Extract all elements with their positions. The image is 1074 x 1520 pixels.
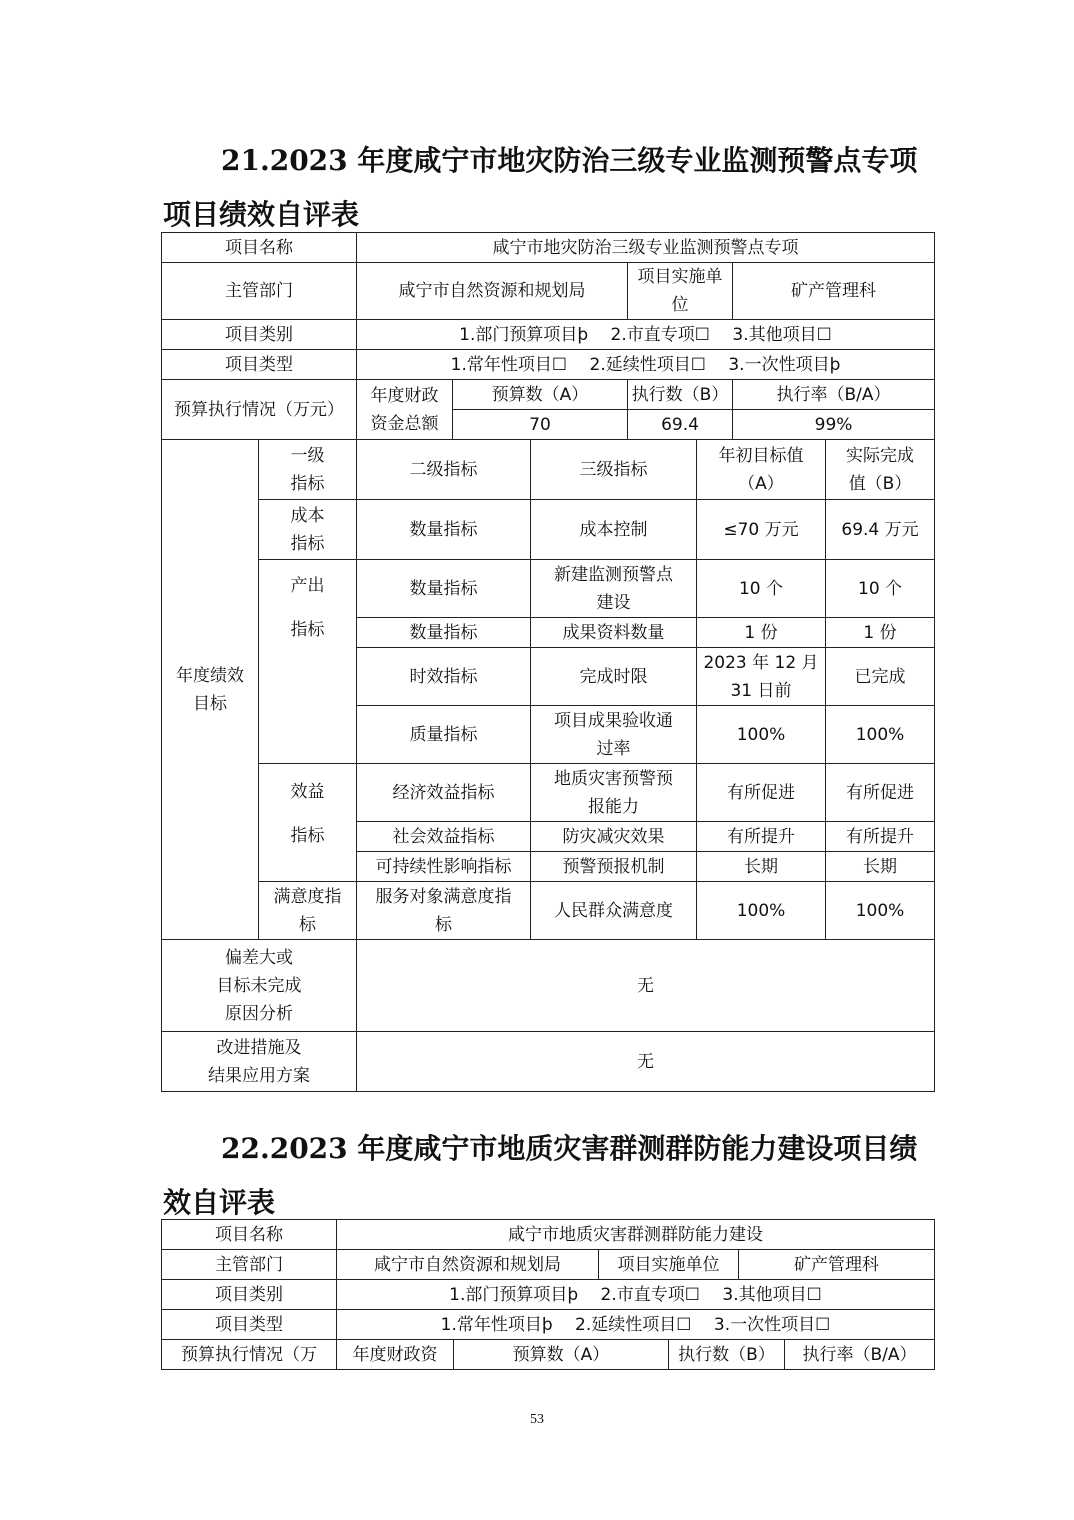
- exec-b-label: 执行数（B）: [628, 380, 733, 410]
- level2-cell: 数量指标: [357, 500, 531, 560]
- target-cell: 10 个: [697, 560, 826, 618]
- level3-cell: 完成时限: [531, 648, 697, 706]
- target-cell: ≤70 万元: [697, 500, 826, 560]
- improvement-label: 改进措施及 结果应用方案: [162, 1032, 357, 1092]
- output-indicator-label: 产出 指标: [259, 560, 357, 764]
- actual-cell: 10 个: [826, 560, 935, 618]
- header-target: 年初目标值 （A）: [697, 440, 826, 500]
- rate-label: 执行率（B/A）: [733, 380, 935, 410]
- level2-cell: 数量指标: [357, 560, 531, 618]
- project-name-value: 咸宁市地灾防治三级专业监测预警点专项: [357, 233, 935, 263]
- header-level1: 一级 指标: [259, 440, 357, 500]
- target-cell: 有所促进: [697, 764, 826, 822]
- target-cell: 100%: [697, 706, 826, 764]
- satisfaction-indicator-label: 满意度指 标: [259, 882, 357, 940]
- section-22-title-line1: 22.2023 年度咸宁市地质灾害群测群防能力建设项目绩: [221, 1132, 918, 1165]
- budget-label: 预算执行情况（万元）: [162, 380, 357, 440]
- exec-b-value: 69.4: [628, 410, 733, 440]
- level2-cell: 质量指标: [357, 706, 531, 764]
- header-level3: 三级指标: [531, 440, 697, 500]
- level3-cell: 防灾减灾效果: [531, 822, 697, 852]
- dept-value: 咸宁市自然资源和规划局: [337, 1250, 599, 1280]
- category-label: 项目类别: [162, 320, 357, 350]
- actual-cell: 69.4 万元: [826, 500, 935, 560]
- deviation-label: 偏差大或 目标未完成 原因分析: [162, 940, 357, 1032]
- target-cell: 2023 年 12 月 31 日前: [697, 648, 826, 706]
- actual-cell: 有所提升: [826, 822, 935, 852]
- budget-a-value: 70: [453, 410, 628, 440]
- actual-cell: 已完成: [826, 648, 935, 706]
- project-name-value: 咸宁市地质灾害群测群防能力建设: [337, 1220, 935, 1250]
- level3-cell: 项目成果验收通 过率: [531, 706, 697, 764]
- exec-b-label: 执行数（B）: [669, 1340, 785, 1370]
- actual-cell: 100%: [826, 706, 935, 764]
- impl-unit-label: 项目实施单位: [628, 263, 733, 320]
- impl-unit-label: 项目实施单位: [599, 1250, 739, 1280]
- section-21-title: [163, 134, 923, 242]
- header-actual: 实际完成 值（B）: [826, 440, 935, 500]
- impl-unit-value: 矿产管理科: [739, 1250, 935, 1280]
- actual-cell: 有所促进: [826, 764, 935, 822]
- budget-label: 预算执行情况（万: [162, 1340, 337, 1370]
- level2-cell: 时效指标: [357, 648, 531, 706]
- header-level2: 二级指标: [357, 440, 531, 500]
- level2-cell: 数量指标: [357, 618, 531, 648]
- category-value: 1.部门预算项目þ 2.市直专项☐ 3.其他项目☐: [337, 1280, 935, 1310]
- rate-label: 执行率（B/A）: [785, 1340, 935, 1370]
- target-cell: 1 份: [697, 618, 826, 648]
- category-label: 项目类别: [162, 1280, 337, 1310]
- target-cell: 有所提升: [697, 822, 826, 852]
- level3-cell: 成本控制: [531, 500, 697, 560]
- table-row: [162, 560, 935, 618]
- project-name-label: 项目名称: [162, 1220, 337, 1250]
- impl-unit-value: 矿产管理科: [733, 263, 935, 320]
- page-number: 53: [530, 1412, 544, 1427]
- fund-total-label: 年度财政 资金总额: [357, 380, 453, 440]
- type-value: 1.常年性项目þ 2.延续性项目☐ 3.一次性项目☐: [337, 1310, 935, 1340]
- actual-cell: 长期: [826, 852, 935, 882]
- level2-cell: 社会效益指标: [357, 822, 531, 852]
- type-value: 1.常年性项目☐ 2.延续性项目☐ 3.一次性项目þ: [357, 350, 935, 380]
- actual-cell: 1 份: [826, 618, 935, 648]
- table-row: [162, 882, 935, 940]
- dept-label: 主管部门: [162, 263, 357, 320]
- category-value: 1.部门预算项目þ 2.市直专项☐ 3.其他项目☐: [357, 320, 935, 350]
- benefit-indicator-label: 效益 指标: [259, 764, 357, 882]
- table-row: [162, 764, 935, 822]
- dept-label: 主管部门: [162, 1250, 337, 1280]
- fund-total-label: 年度财政资: [337, 1340, 454, 1370]
- level3-cell: 地质灾害预警预 报能力: [531, 764, 697, 822]
- deviation-value: 无: [357, 940, 935, 1032]
- actual-cell: 100%: [826, 882, 935, 940]
- level3-cell: 预警预报机制: [531, 852, 697, 882]
- annual-goal-label: 年度绩效 目标: [162, 440, 259, 940]
- level3-cell: 成果资料数量: [531, 618, 697, 648]
- rate-value: 99%: [733, 410, 935, 440]
- budget-a-label: 预算数（A）: [453, 380, 628, 410]
- improvement-value: 无: [357, 1032, 935, 1092]
- budget-a-label: 预算数（A）: [454, 1340, 669, 1370]
- level2-cell: 经济效益指标: [357, 764, 531, 822]
- target-cell: 100%: [697, 882, 826, 940]
- level2-cell: 可持续性影响指标: [357, 852, 531, 882]
- section-22-title-line2: 效自评表: [163, 1186, 276, 1219]
- table-row: [162, 500, 935, 560]
- level3-cell: 人民群众满意度: [531, 882, 697, 940]
- section-21-table: [161, 232, 935, 1092]
- section-22-table: [161, 1219, 935, 1370]
- dept-value: 咸宁市自然资源和规划局: [357, 263, 628, 320]
- type-label: 项目类型: [162, 350, 357, 380]
- cost-indicator-label: 成本 指标: [259, 500, 357, 560]
- project-name-label: 项目名称: [162, 233, 357, 263]
- section-21-title-line1: 21.2023 年度咸宁市地灾防治三级专业监测预警点专项: [221, 144, 918, 177]
- level2-cell: 服务对象满意度指 标: [357, 882, 531, 940]
- target-cell: 长期: [697, 852, 826, 882]
- type-label: 项目类型: [162, 1310, 337, 1340]
- section-21-title-line2: 项目绩效自评表: [163, 198, 360, 231]
- level3-cell: 新建监测预警点 建设: [531, 560, 697, 618]
- section-22-title: [163, 1122, 923, 1230]
